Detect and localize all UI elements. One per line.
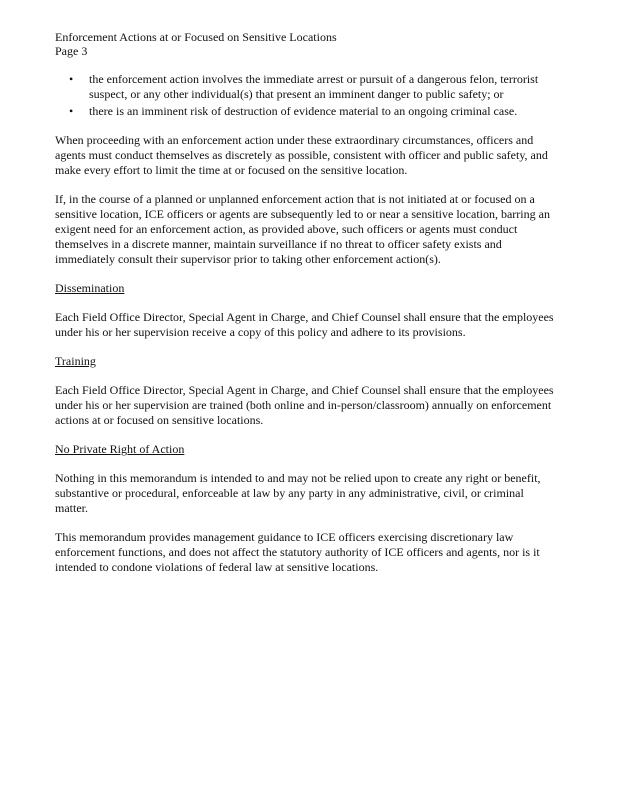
heading-no-private-right: No Private Right of Action: [55, 442, 185, 456]
list-item-text: there is an imminent risk of destruction of evidence material to an ongoing criminal case.: [89, 104, 518, 118]
page-header: [55, 30, 337, 58]
paragraph-extraordinary-circumstances: When proceeding with an enforcement action under these extraordinary circumstances, officers and agents must conduct themselves as discretely as possible, consistent with officer and public safety, and make every effort to limit the time at or focused on the sensitive location.: [55, 133, 548, 177]
heading-training: Training: [55, 354, 96, 368]
list-item: [69, 104, 555, 119]
header-page-number: Page 3: [55, 44, 88, 58]
list-item-text: the enforcement action involves the immediate arrest or pursuit of a dangerous felon, terrorist suspect, or any other individual(s) that present an imminent danger to public safety; or: [89, 72, 539, 101]
heading-dissemination: Dissemination: [55, 281, 125, 295]
paragraph-no-private-right: Nothing in this memorandum is intended to and may not be relied upon to create any right or benefit, substantive or procedural, enforceable at law by any party in any administrative, civil, or criminal matter.: [55, 471, 541, 515]
paragraph-dissemination: Each Field Office Director, Special Agent in Charge, and Chief Counsel shall ensure that the employees under his or her supervision receive a copy of this policy and adhere to its provisions.: [55, 310, 554, 339]
condition-list: [55, 72, 555, 119]
bullet-icon: •: [69, 72, 74, 86]
document-body: [55, 72, 555, 589]
header-title: Enforcement Actions at or Focused on Sensitive Locations: [55, 30, 337, 44]
paragraph-management-guidance: This memorandum provides management guidance to ICE officers exercising discretionary law enforcement functions, and does not affect the statutory authority of ICE officers and agents, nor is it intended to condone violations of federal law at sensitive locations.: [55, 530, 540, 574]
list-item: [69, 72, 555, 102]
paragraph-unplanned-action: If, in the course of a planned or unplanned enforcement action that is not initiated at or focused on a sensitive location, ICE officers or agents are subsequently led to or near a sensitive location, barring an exigent need for an enforcement action, as provided above, such officers or agents must conduct themselves in a discrete manner, maintain surveillance if no threat to officer safety exists and immediately consult their supervisor prior to taking other enforcement action(s).: [55, 192, 550, 266]
paragraph-training: Each Field Office Director, Special Agent in Charge, and Chief Counsel shall ensure that the employees under his or her supervision are trained (both online and in-person/classroom) annually on enforcement actions at or focused on sensitive locations.: [55, 383, 554, 427]
bullet-icon: •: [69, 104, 74, 118]
